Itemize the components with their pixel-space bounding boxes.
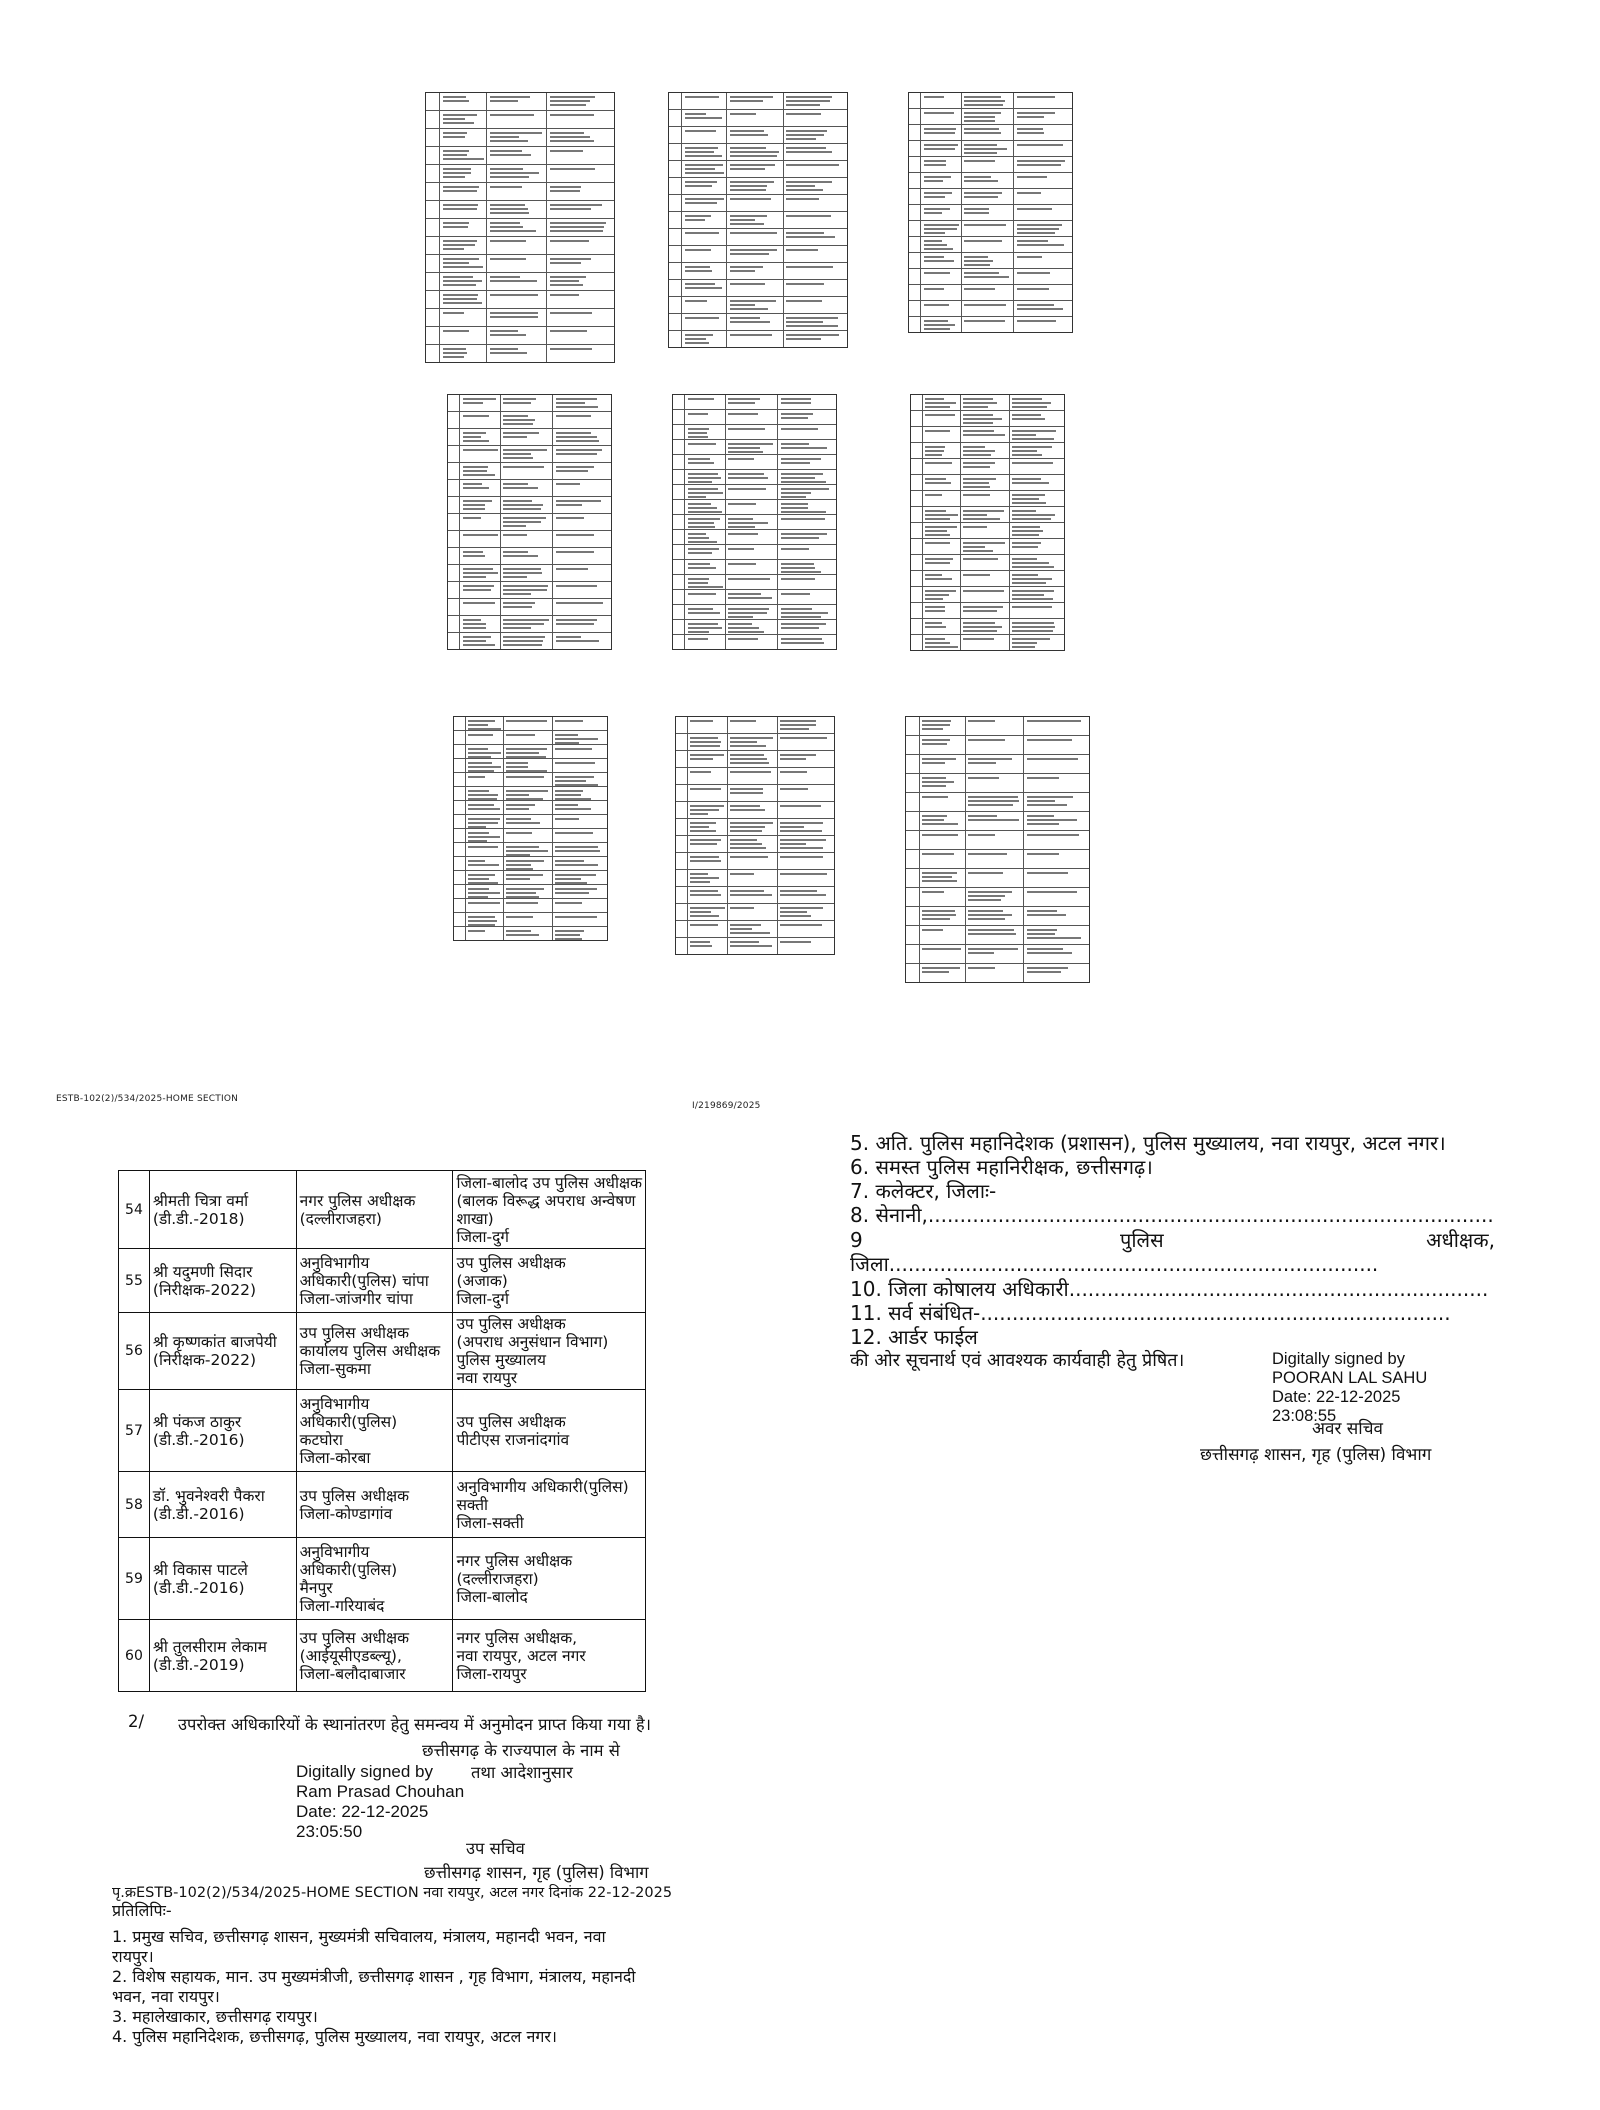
thumbnail-table — [675, 716, 835, 955]
table-row — [119, 1171, 646, 1249]
cell-to: नगर पुलिस अधीक्षक, नवा रायपुर, अटल नगर जिला-रायपुर — [453, 1620, 646, 1692]
cell-name: श्री यदुमणी सिदार (निरीक्षक-2022) — [149, 1249, 296, 1313]
cc-item-5: 5. अति. पुलिस महानिदेशक (प्रशासन), पुलिस मुख्यालय, नवा रायपुर, अटल नगर। — [850, 1131, 1446, 1155]
file-code-center: I/219869/2025 — [692, 1101, 761, 1111]
cell-sn: 55 — [119, 1249, 150, 1313]
page-thumbnail — [453, 712, 608, 958]
cc-item-9: 9 पुलिस अधीक्षक, — [850, 1228, 1495, 1252]
digital-signature-right: Digitally signed by POORAN LAL SAHU Date: 22-12-2025 23:08:55 — [1272, 1350, 1428, 1425]
page-thumbnail — [668, 88, 848, 358]
cell-name: डॉ. भुवनेश्वरी पैकरा (डी.डी.-2016) — [149, 1472, 296, 1538]
table-row — [119, 1538, 646, 1620]
thumbnail-table — [425, 92, 615, 363]
designation-title-right: अवर सचिव — [1312, 1419, 1383, 1439]
page-thumbnail — [425, 88, 615, 368]
cell-to: नगर पुलिस अधीक्षक (दल्लीराजहरा) जिला-बालोद — [453, 1538, 646, 1620]
designation-title-left: उप सचिव — [466, 1839, 525, 1858]
cell-sn: 59 — [119, 1538, 150, 1620]
cell-name: श्री पंकज ठाकुर (डी.डी.-2016) — [149, 1390, 296, 1472]
thumbnail-table — [453, 716, 608, 941]
cc-item-7: 7. कलेक्टर, जिलाः- — [850, 1179, 997, 1203]
page-thumbnail — [675, 712, 835, 967]
cc-item-9-district: जिला............................................................................. — [850, 1252, 1379, 1276]
cell-sn: 54 — [119, 1171, 150, 1249]
cc-item-12: 12. आर्डर फाईल — [850, 1325, 978, 1349]
cell-from: अनुविभागीय अधिकारी(पुलिस) मैनपुर जिला-गरियाबंद — [296, 1538, 453, 1620]
thumbnail-table — [668, 92, 848, 348]
table-row — [119, 1249, 646, 1313]
cell-name: श्री कृष्णकांत बाजपेयी (निरीक्षक-2022) — [149, 1313, 296, 1390]
cell-from: अनुविभागीय अधिकारी(पुलिस) चांपा जिला-जांजगीर चांपा — [296, 1249, 453, 1313]
cell-sn: 57 — [119, 1390, 150, 1472]
thumbnail-table — [908, 92, 1073, 333]
table-row — [119, 1472, 646, 1538]
page-thumbnail — [910, 390, 1065, 670]
cell-from: उप पुलिस अधीक्षक जिला-कोण्डागांव — [296, 1472, 453, 1538]
endorsement-line: पृ.क्रESTB-102(2)/534/2025-HOME SECTION नवा रायपुर, अटल नगर दिनांक 22-12-2025 — [112, 1885, 673, 1901]
cell-to: उप पुलिस अधीक्षक (अजाक) जिला-दुर्ग — [453, 1249, 646, 1313]
cell-from: नगर पुलिस अधीक्षक (दल्लीराजहरा) — [296, 1171, 453, 1249]
page-thumbnail — [672, 390, 837, 660]
cc-item-6: 6. समस्त पुलिस महानिरीक्षक, छत्तीसगढ़। — [850, 1155, 1153, 1179]
cell-to: अनुविभागीय अधिकारी(पुलिस) सक्ती जिला-सक्ती — [453, 1472, 646, 1538]
page-thumbnail — [905, 712, 1090, 997]
cell-sn: 56 — [119, 1313, 150, 1390]
order-line-1: छत्तीसगढ़ के राज्यपाल के नाम से — [422, 1741, 620, 1760]
cell-from: उप पुलिस अधीक्षक (आईयूसीएडब्ल्यू), जिला-बलौदाबाजार — [296, 1620, 453, 1692]
file-code-left: ESTB-102(2)/534/2025-HOME SECTION — [56, 1094, 239, 1104]
designation-dept-right: छत्तीसगढ़ शासन, गृह (पुलिस) विभाग — [1200, 1445, 1432, 1465]
table-row — [119, 1390, 646, 1472]
cell-name: श्री तुलसीराम लेकाम (डी.डी.-2019) — [149, 1620, 296, 1692]
thumbnail-table — [672, 394, 837, 650]
thumbnail-table — [910, 394, 1065, 651]
cell-name: श्री विकास पाटले (डी.डी.-2016) — [149, 1538, 296, 1620]
cell-to: उप पुलिस अधीक्षक पीटीएस राजनांदगांव — [453, 1390, 646, 1472]
designation-dept-left: छत्तीसगढ़ शासन, गृह (पुलिस) विभाग — [424, 1863, 649, 1882]
cell-name: श्रीमती चित्रा वर्मा (डी.डी.-2018) — [149, 1171, 296, 1249]
cell-from: अनुविभागीय अधिकारी(पुलिस) कटघोरा जिला-कोरबा — [296, 1390, 453, 1472]
page-thumbnail — [908, 88, 1073, 338]
cell-to: उप पुलिस अधीक्षक (अपराध अनुसंधान विभाग) पुलिस मुख्यालय नवा रायपुर — [453, 1313, 646, 1390]
cc-item-10: 10. जिला कोषालय अधिकारी.................................................................. — [850, 1277, 1489, 1301]
copy-to-list: प्रतिलिपिः- 1. प्रमुख सचिव, छत्तीसगढ़ शासन, मुख्यमंत्री सचिवालय, मंत्रालय, महानदी भवन, नवा रायपुर। 2. विशेष सहायक, मान. उप मुख्यमंत्रीजी, छत्तीसगढ़ शासन , गृह विभाग, मंत्रालय, महानदी भवन, नवा रायपुर। 3. महालेखाकार, छत्तीसगढ़ रायपुर। 4. पुलिस महानिदेशक, छत्तीसगढ़, पुलिस मुख्यालय, नवा रायपुर, अटल नगर। — [112, 1901, 636, 2046]
order-line-2: तथा आदेशानुसार — [471, 1763, 573, 1782]
table-row — [119, 1313, 646, 1390]
cell-from: उप पुलिस अधीक्षक कार्यालय पुलिस अधीक्षक जिला-सुकमा — [296, 1313, 453, 1390]
table-row — [119, 1620, 646, 1692]
thumbnail-table — [905, 716, 1090, 983]
cc-item-8: 8. सेनानी,......................................................................................... — [850, 1203, 1494, 1227]
cc-forward-note: की ओर सूचनार्थ एवं आवश्यक कार्यवाही हेतु प्रेषित। — [850, 1350, 1185, 1371]
digital-signature-left: Digitally signed by Ram Prasad Chouhan Date: 22-12-2025 23:05:50 — [296, 1762, 465, 1841]
thumbnail-table — [447, 394, 612, 650]
transfer-table — [118, 1170, 646, 1692]
cell-sn: 60 — [119, 1620, 150, 1692]
cell-to: जिला-बालोद उप पुलिस अधीक्षक (बालक विरूद्ध अपराध अन्वेषण शाखा) जिला-दुर्ग — [453, 1171, 646, 1249]
cc-item-11: 11. सर्व संबंधित-.......................................................................... — [850, 1301, 1451, 1325]
page-thumbnail — [447, 390, 612, 665]
cell-sn: 58 — [119, 1472, 150, 1538]
